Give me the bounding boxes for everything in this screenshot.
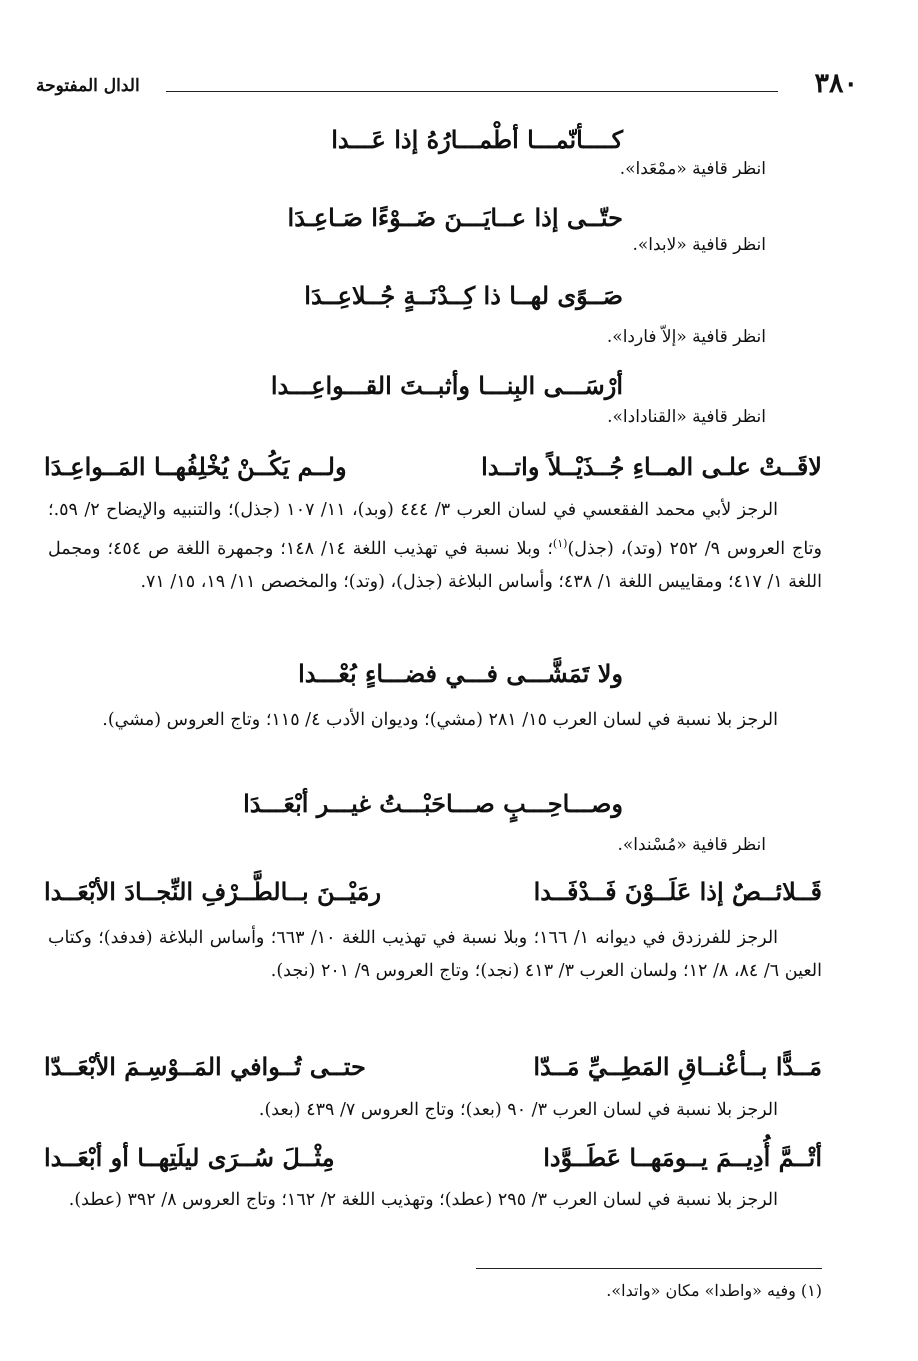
verse-line: أرْسَـــى البِنـــا وأثبــتَ القـــواعِـــدا (270, 371, 623, 400)
cross-reference: انظر قافية «ممْعَدا». (619, 159, 766, 179)
commentary-paragraph: الرجز للفرزدق في ديوانه ١/ ١٦٦؛ وبلا نسبة في تهذيب اللغة ١٠/ ٦٦٣؛ وأساس البلاغة (فدفد)؛ وكتاب العين ٦/ ٨٤، ٨/ ١٢؛ ولسان العرب ٣/ ٤١٣ (نجد)؛ وتاج العروس ٩/ ٢٠١ (نجد). (48, 928, 822, 981)
footnote-rule (476, 1268, 822, 1269)
first-hemistich: مَــدًّا بــأعْنــاقِ المَطِــيِّ مَــدّا (533, 1052, 822, 1081)
commentary-paragraph (48, 494, 822, 599)
page-number: ٣٨٠ (814, 68, 858, 99)
first-hemistich: قَــلائــصٌ إذا عَلَــوْنَ فَــدْفَــدا (533, 877, 822, 906)
verse-line: كــــأنّمـــا أطْمـــارُهُ إذا عَـــدا (331, 125, 623, 154)
verse-line: وصـــاحِـــبٍ صـــاحَبْـــتُ غيـــر أبْعَـــدَا (243, 789, 623, 818)
verse-line: صَــوًى لهــا ذا كِــدْنَــةٍ جُــلاعِــدَا (304, 281, 623, 310)
commentary-text-tail: ؛ وبلا نسبة في تهذيب اللغة ١٤/ ١٤٨؛ وجمهرة اللغة ص ٤٥٤؛ ومجمل اللغة ١/ ٤١٧؛ ومقاييس اللغة ١/ ٤٣٨؛ وأساس البلاغة (جذل)، (وتد)؛ والمخصص ١١/ ١٩، ١٥/ ٧١. (48, 538, 822, 592)
verse-couplet (44, 447, 822, 487)
second-hemistich: رمَيْــنَ بــالطَّــرْفِ النِّجــادَ الأبْعَــدا (44, 877, 382, 906)
cross-reference: انظر قافية «مُسْندا». (617, 835, 766, 855)
verse-couplet (44, 1138, 822, 1178)
commentary-paragraph: الرجز بلا نسبة في لسان العرب ٣/ ٢٩٥ (عطد)؛ وتهذيب اللغة ٢/ ١٦٢؛ وتاج العروس ٨/ ٣٩٢ (عطد). (68, 1190, 778, 1210)
commentary-paragraph: الرجز بلا نسبة في لسان العرب ٣/ ٩٠ (بعد)؛ وتاج العروس ٧/ ٤٣٩ (بعد). (258, 1100, 778, 1120)
header-rule (166, 91, 778, 92)
first-hemistich: أتْــمَّ أُدِيــمَ يــومَهــا عَطَــوَّدا (543, 1143, 822, 1172)
cross-reference: انظر قافية «لابدا». (632, 235, 766, 255)
cross-reference: انظر قافية «القنادادا». (607, 407, 766, 427)
second-hemistich: حتــى تُــوافي المَــوْسِـمَ الأبْعَــدّا (44, 1052, 366, 1081)
first-hemistich: لاقَــتْ علـى المــاءِ جُــذَيْــلاً واتــدا (481, 452, 822, 481)
running-title: الدال المفتوحة (36, 76, 140, 96)
second-hemistich: ولــم يَكُــنْ يُخْلِفُهــا المَــواعِـدَا (44, 452, 347, 481)
footnote-marker: (١) (552, 537, 568, 550)
verse-line: حتّــى إذا عــايَـــنَ ضَــوْءًا صَـاعِـدَا (287, 203, 623, 232)
second-hemistich: مِثْــلَ سُــرَى ليلَتِهــا أو أبْعَــدا (44, 1143, 335, 1172)
verse-couplet (44, 872, 822, 912)
page-header (36, 66, 858, 102)
verse-line: ولا تَمَشَّـــى فـــي فضـــاءٍ بُعْـــدا (298, 659, 623, 688)
footnote: (١) وفيه «واطدا» مكان «واتدا». (606, 1281, 822, 1300)
commentary-text: الرجز لأبي محمد الفقعسي في لسان العرب ٣/ ٤٤٤ (وبد)، ١١/ ١٠٧ (جذل)؛ والتنبيه والإيضاح ٢/ ٥٩.؛ وتاج العروس ٩/ ٢٥٢ (وتد)، (جذل) (48, 500, 822, 559)
verse-couplet (44, 1047, 822, 1087)
cross-reference: انظر قافية «إلاّ فاردا». (606, 327, 766, 347)
commentary-paragraph: الرجز بلا نسبة في لسان العرب ١٥/ ٢٨١ (مشي)؛ وديوان الأدب ٤/ ١١٥؛ وتاج العروس (مشي). (102, 710, 778, 730)
